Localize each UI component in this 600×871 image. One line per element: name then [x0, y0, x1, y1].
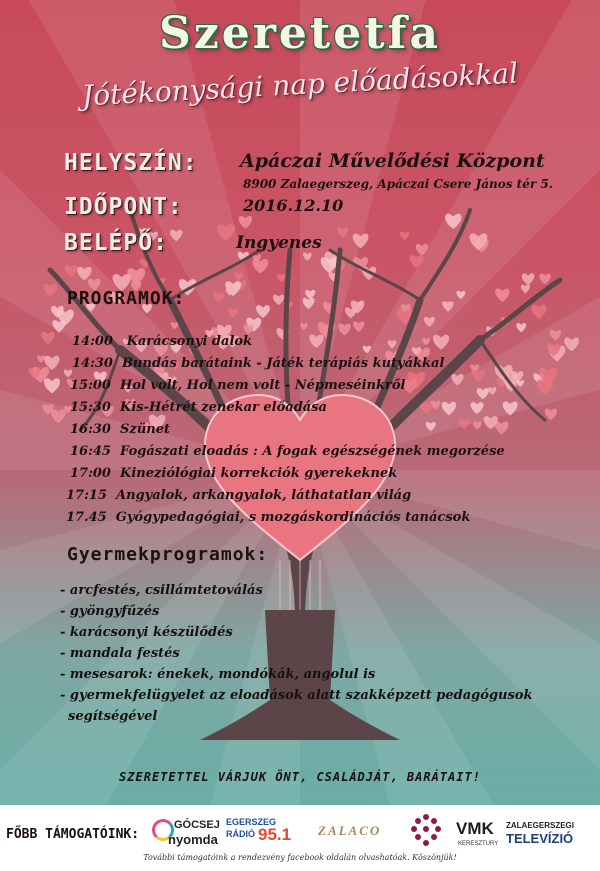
foliage-heart — [531, 305, 546, 319]
foliage-heart — [41, 332, 55, 345]
sponsors-label: FŐBB TÁMOGATÓINK: — [6, 827, 140, 842]
location-value: Apáczai Művelődési Központ — [240, 150, 545, 172]
program-time: 15:30 — [70, 400, 111, 415]
programs-title: PROGRAMOK: — [67, 288, 186, 309]
foliage-heart — [363, 346, 371, 354]
foliage-heart — [471, 402, 484, 414]
foliage-heart — [217, 224, 235, 241]
foliage-heart — [539, 274, 550, 285]
program-time: 17:00 — [70, 466, 111, 481]
foliage-heart — [273, 295, 284, 306]
program-row — [66, 488, 411, 503]
program-row — [70, 422, 170, 437]
program-time: 14:00 — [72, 334, 113, 349]
kids-program-item: - karácsonyi készülődés — [60, 625, 233, 640]
program-time: 14:30 — [72, 356, 113, 371]
foliage-heart — [309, 335, 323, 348]
foliage-heart — [477, 388, 489, 399]
foliage-heart — [305, 290, 315, 299]
foliage-heart — [495, 289, 509, 302]
zalaco-name: ZALACO — [318, 823, 382, 838]
foliage-heart — [235, 272, 244, 280]
program-time: 16:30 — [70, 422, 111, 437]
sponsor-footer — [0, 805, 600, 871]
kids-program-item: - mesesarok: énekek, mondókák, angolul is — [60, 667, 376, 682]
foliage-heart — [77, 267, 92, 281]
program-title: Kis-Hétrét zenekar előadása — [120, 400, 327, 415]
foliage-heart — [213, 292, 224, 302]
date-value: 2016.12.10 — [243, 196, 344, 215]
program-title: Szünet — [120, 422, 170, 437]
program-title: Angyalok, arkangyalok, láthatatlan világ — [116, 488, 412, 503]
dotted-flower-icon — [404, 811, 448, 851]
program-title: Gyógypedagógiai, s mozgáskordinációs tanácsok — [115, 510, 471, 525]
foliage-heart — [433, 335, 449, 350]
foliage-heart — [239, 216, 253, 229]
foliage-heart — [37, 355, 45, 362]
foliage-heart — [451, 374, 463, 386]
foliage-heart — [503, 401, 518, 415]
foliage-heart — [44, 284, 57, 297]
foliage-heart — [44, 378, 60, 393]
date-label: IDŐPONT: — [64, 194, 183, 220]
foliage-heart — [516, 380, 524, 387]
program-row — [72, 356, 444, 371]
foliage-heart — [303, 253, 312, 261]
foliage-heart — [456, 291, 465, 299]
address: 8900 Zalaegerszeg, Apáczai Csere János tér 5. — [243, 177, 553, 191]
footer-note: További támogatóink a rendezvény facebook oldalán olvashatóak. Köszönjük! — [143, 853, 457, 862]
foliage-heart — [64, 369, 72, 377]
program-row — [70, 444, 505, 459]
kids-program-item: - gyermekfelügyelet az eloadások alatt szakképzett pedagógusok — [60, 688, 533, 703]
foliage-heart — [424, 317, 435, 327]
program-time: 17.45 — [66, 510, 107, 525]
foliage-heart — [472, 370, 485, 382]
kids-program-item: - arcfestés, csillámtetoválás — [60, 583, 263, 598]
program-time: 15:00 — [70, 378, 111, 393]
foliage-heart — [228, 308, 238, 317]
foliage-heart — [170, 230, 182, 241]
program-title: Karácsonyi dalok — [126, 334, 253, 349]
foliage-heart — [337, 227, 348, 237]
kids-program-item: - mandala festés — [60, 646, 180, 661]
tv-name: ZALAEGERSZEGI — [506, 821, 575, 830]
gocsej-subname: nyomda — [168, 832, 218, 847]
foliage-heart — [353, 233, 369, 248]
foliage-heart — [550, 330, 561, 341]
radio-label: RÁDIÓ — [226, 829, 255, 839]
program-title: Hol volt, Hol nem volt - Népmeséinkről — [120, 378, 406, 393]
foliage-heart — [388, 340, 397, 348]
program-row — [70, 400, 327, 415]
location-label: HELYSZÍN: — [64, 150, 198, 176]
foliage-heart — [473, 421, 482, 429]
foliage-heart — [338, 323, 351, 335]
program-row — [70, 378, 405, 393]
kids-programs-title: Gyermekprogramok: — [67, 544, 269, 565]
entry-label: BELÉPŐ: — [64, 230, 168, 256]
foliage-heart — [426, 422, 436, 431]
closing-message: SZERETETTEL VÁRJUK ÖNT, CSALÁDJÁT, BARÁTAIT! — [119, 770, 481, 784]
radio-frequency: 95.1 — [258, 825, 292, 844]
radio-name: EGERSZEG — [226, 817, 277, 827]
foliage-heart — [488, 387, 496, 395]
foliage-heart — [51, 409, 66, 423]
entry-value: Ingyenes — [236, 233, 322, 253]
foliage-heart — [171, 322, 179, 329]
program-row — [70, 466, 397, 481]
poster-subtitle: Jótékonysági nap előadásokkal — [81, 56, 519, 113]
program-time: 17:15 — [66, 488, 107, 503]
foliage-heart — [522, 273, 535, 285]
foliage-heart — [459, 419, 470, 429]
foliage-heart — [256, 305, 270, 318]
foliage-heart — [252, 259, 268, 274]
foliage-heart — [410, 255, 424, 268]
poster-title: Szeretetfa — [158, 8, 441, 59]
program-row — [66, 510, 470, 525]
gocsej-name: GÓCSEJ — [174, 819, 220, 831]
program-row — [72, 334, 252, 349]
foliage-heart — [353, 321, 364, 332]
foliage-heart — [300, 323, 307, 330]
foliage-heart — [303, 298, 315, 309]
program-title: Kineziólógiai korrekciók gyerekeknek — [120, 466, 398, 481]
foliage-heart — [495, 421, 509, 434]
kids-program-item: - gyöngyfűzés — [60, 604, 160, 619]
foliage-heart — [400, 232, 409, 241]
foliage-heart — [442, 402, 456, 416]
foliage-heart — [516, 323, 526, 332]
foliage-heart — [564, 338, 579, 352]
program-title: Bundás barátaink - Játék terápiás kutyákkal — [122, 356, 445, 371]
program-time: 16:45 — [70, 444, 111, 459]
tv-label: TELEVÍZIÓ — [506, 831, 574, 846]
foliage-heart — [416, 244, 429, 256]
foliage-heart — [431, 400, 440, 409]
foliage-heart — [277, 274, 286, 282]
foliage-heart — [545, 408, 557, 419]
foliage-heart — [65, 265, 77, 277]
kids-program-item: segítségével — [68, 709, 158, 724]
vmk-name: VMK — [456, 819, 494, 838]
program-title: Fogászati eloadás : A fogak egészségének megorzése — [120, 444, 505, 459]
vmk-subname: KERESZTURY — [458, 841, 499, 847]
foliage-heart — [422, 338, 430, 345]
foliage-heart — [445, 214, 461, 229]
foliage-heart — [521, 285, 530, 294]
